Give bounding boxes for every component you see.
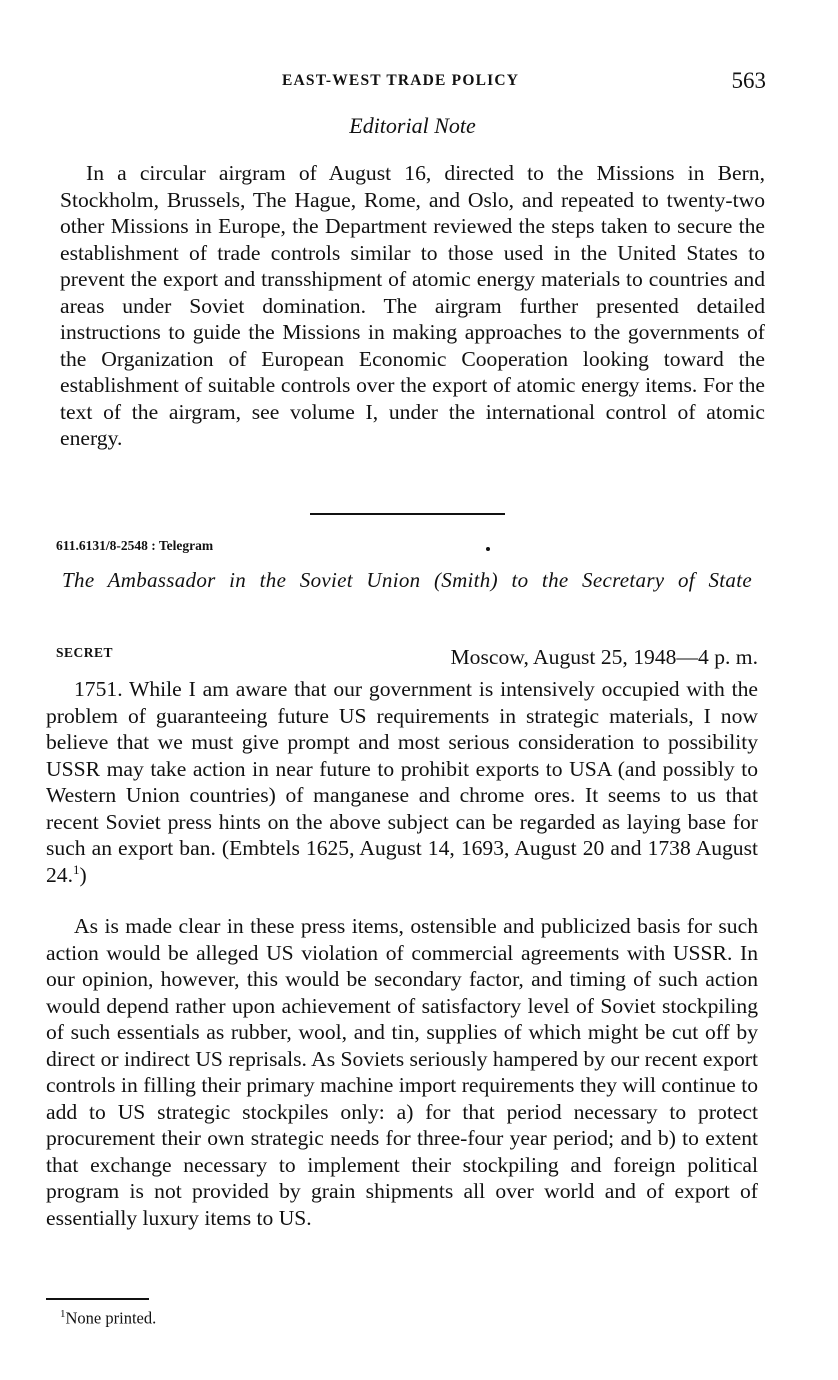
document-title: The Ambassador in the Soviet Union (Smith) to the Secretary of State bbox=[62, 568, 752, 592]
running-head bbox=[60, 70, 770, 100]
footnote-text: None printed. bbox=[65, 1308, 157, 1328]
footnote bbox=[60, 1308, 156, 1329]
dateline: Moscow, August 25, 1948—4 p. m. bbox=[450, 645, 758, 669]
telegram-paragraph-2: As is made clear in these press items, ostensible and publicized basis for such action would be alleged US violation of commercial agreements with USSR. In our opinion, however, this would be secondary factor, and timing of such action would depend rather upon achievement of satisfactory level of Soviet stockpiling of such essentials as rubber, wool, and tin, supplies of which might be cut off by direct or indirect US reprisals. As Soviets seriously hampered by our recent export controls in filling their primary machine import requirements they will continue to add to US strategic stockpiles only: a) for that period necessary to protect procurement their own strategic needs for three-four year period; and b) to extent that exchange necessary to implement their stockpiling and foreign political program is not provided by grain shipments all over world and of export of essentially luxury items to US. bbox=[46, 914, 758, 1230]
paragraph-1-end: ) bbox=[79, 862, 87, 887]
paragraph-1-text: 1751. While I am aware that our government is intensively occupied with the problem of guaranteeing future US requirements in strategic materials, I now believe that we must give prompt and most serious consideration to possibility USSR may take action in near future to prohibit exports to USA (and possibly to Western Union countries) of manganese and chrome ores. It seems to us that recent Soviet press hints on the above subject can be regarded as laying base for such an export ban. (Embtels 1625, August 14, 1693, August 20 and 1738 August 24. bbox=[46, 677, 758, 887]
stray-dot-mark bbox=[486, 547, 490, 551]
editorial-note-heading: Editorial Note bbox=[349, 113, 476, 138]
footnote-marker: 1 bbox=[60, 1308, 66, 1320]
footnote-divider bbox=[46, 1298, 149, 1300]
file-reference: 611.6131/8-2548 : Telegram bbox=[56, 538, 214, 553]
section-divider bbox=[310, 513, 505, 515]
editorial-note-body: In a circular airgram of August 16, directed to the Missions in Bern, Stockholm, Brussels, The Hague, Rome, and Oslo, and repeated to twenty-two other Missions in Europe, the Department reviewed the steps taken to secure the establishment of trade controls similar to those used in the United States to prevent the export and transshipment of atomic energy materials to countries and areas under Soviet domination. The airgram further presented detailed instructions to guide the Missions in making approaches to the governments of the Organization of European Economic Cooperation looking toward the establishment of suitable controls over the export of atomic energy items. For the text of the airgram, see volume I, under the international control of atomic energy. bbox=[60, 161, 765, 450]
page-number: 563 bbox=[731, 68, 766, 93]
running-title: EAST-WEST TRADE POLICY bbox=[282, 72, 520, 89]
telegram-paragraph-1 bbox=[46, 676, 758, 888]
classification-label: SECRET bbox=[56, 645, 114, 660]
footnote-reference: 1 bbox=[73, 861, 80, 877]
